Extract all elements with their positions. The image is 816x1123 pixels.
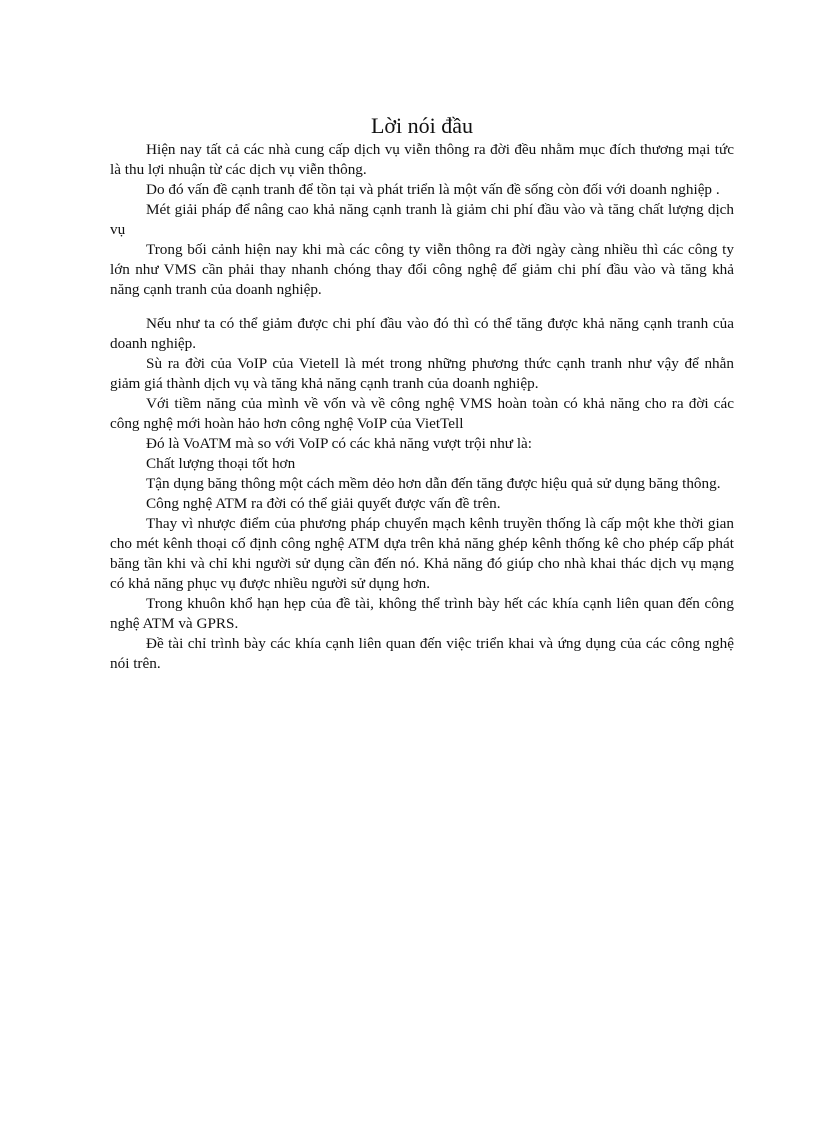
paragraph-7: Với tiềm năng của mình về vốn và về công nghệ VMS hoàn toàn có khả năng cho ra đời các công nghệ mới hoàn hảo hơn công nghệ VoIP của VietTell <box>110 395 734 432</box>
paragraph-10: Tận dụng băng thông một cách mềm dẻo hơn dẫn đến tăng được hiệu quả sử dụng băng thông. <box>146 475 721 492</box>
paragraph-8: Đó là VoATM mà so với VoIP có các khả năng vượt trội như là: <box>146 435 533 452</box>
paragraph-9: Chất lượng thoại tốt hơn <box>146 455 296 472</box>
paragraph-1: Hiện nay tất cả các nhà cung cấp dịch vụ viễn thông ra đời đều nhằm mục đích thương mại tức là thu lợi nhuận từ các dịch vụ viễn thông. <box>110 141 734 178</box>
paragraph-3: Mét giải pháp để nâng cao khả năng cạnh tranh là giảm chi phí đầu vào và tăng chất lượng dịch vụ <box>110 201 734 238</box>
paragraph-6: Sù ra đời của VoIP của Vietell là mét trong những phương thức cạnh tranh như vậy để nhằn giảm giá thành dịch vụ và tăng khả năng cạnh tranh của doanh nghiệp. <box>110 355 734 392</box>
paragraph-5: Nếu như ta có thể giảm được chi phí đầu vào đó thì có thể tăng được khả năng cạnh tranh của doanh nghiệp. <box>110 315 734 352</box>
paragraph-11: Công nghệ ATM ra đời có thể giải quyết được vấn đề trên. <box>146 495 501 512</box>
paragraph-4: Trong bối cảnh hiện nay khi mà các công ty viễn thông ra đời ngày càng nhiều thì các công ty lớn như VMS cần phải thay nhanh chóng thay đổi công nghệ để giảm chi phí đầu vào và tăng khả năng cạnh tranh của doanh nghiệp. <box>110 241 734 298</box>
paragraph-2: Do đó vấn đề cạnh tranh để tồn tại và phát triển là một vấn đề sống còn đối với doanh nghiệp . <box>146 181 720 198</box>
paragraph-12: Thay vì nhược điểm của phương pháp chuyển mạch kênh truyền thống là cấp một khe thời gian cho mét kênh thoại cố định công nghệ ATM dựa trên khả năng ghép kênh thống kê cho phép cấp phát băng tần khi và chỉ khi người sử dụng cần đến nó. Khả năng đó giúp cho nhà khai thác dịch vụ mạng có khả năng phục vụ được nhiều người sử dụng hơn. <box>110 515 734 592</box>
document-title: Lời nói đầu <box>370 113 474 138</box>
document-page <box>110 112 734 674</box>
paragraph-14: Đề tài chỉ trình bày các khía cạnh liên quan đến việc triển khai và ứng dụng của các công nghệ nói trên. <box>110 635 734 672</box>
paragraph-spacer <box>110 300 734 314</box>
paragraph-13: Trong khuôn khổ hạn hẹp của đề tài, không thể trình bày hết các khía cạnh liên quan đến công nghệ ATM và GPRS. <box>110 595 734 632</box>
